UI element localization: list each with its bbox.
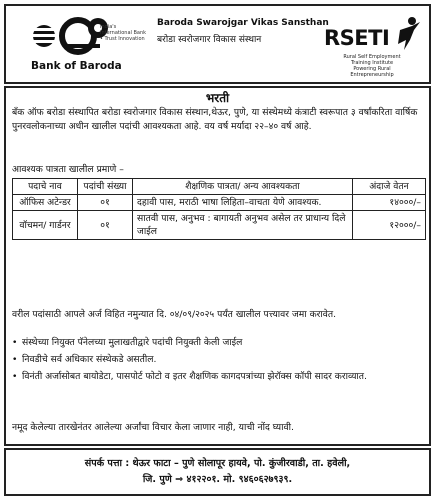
vacancy-table: [12, 178, 426, 240]
rseti-subtitle: Rural Self Employment Training Institute Powering Rural Entrepreneurship: [343, 54, 401, 78]
table-row: [13, 211, 426, 240]
notice-title: भरती: [205, 91, 230, 105]
list-item: • निवडीचे सर्व अधिकार संस्थेकडे असतील.: [12, 353, 422, 367]
post-count: ०१: [78, 195, 133, 211]
header-post: पदाचे नाव: [13, 179, 78, 195]
rseti-figure-icon: [394, 16, 422, 52]
org-name-english: Baroda Swarojgar Vikas Sansthan: [157, 18, 329, 28]
contact-line-1: संपर्क पत्ता : थेऊर फाटा – पुणे सोलापूर हायवे, पो. कुंजीरवाडी, ता. हवेली,: [84, 458, 351, 469]
apply-note: वरील पदांसाठी आपले अर्ज विहित नमुन्यात दि. ०४/०९/२०२५ पर्यंत खालील पत्त्यावर जमा करावेत.: [12, 309, 337, 320]
post-count: ०१: [78, 211, 133, 240]
post-salary: १४०००/–: [353, 195, 426, 211]
list-item: • विनंती अर्जासोबत बायोडेटा, पासपोर्ट फोटो व इतर शैक्षणिक कागदपत्रांच्या झेरॉक्स कॉपी सादर कराव्यात.: [12, 370, 422, 384]
conditions-list: [12, 336, 422, 387]
post-name: वॉचमन/ गार्डनर: [13, 211, 78, 240]
post-salary: १२०००/–: [353, 211, 426, 240]
bank-of-baroda-logo: [28, 14, 148, 76]
rseti-wordmark: RSETI: [324, 26, 390, 50]
intro-paragraph: बँक ऑफ बरोडा संस्थापित बरोडा स्वरोजगार विकास संस्थान,थेऊर, पुणे, या संस्थेमध्ये कंत्राटी स्वरूपात ३ वर्षांकरिता वार्षिक पुनरवलोकनाच्या अधीन खालील पदांची आवश्यकता आहे. वय वर्ष मर्यादा २२–४० वर्ष आहे.: [12, 107, 418, 132]
header-salary: अंदाजे वेतन: [353, 179, 426, 195]
contact-address: [4, 448, 431, 496]
post-name: ऑफिस अटेन्डर: [13, 195, 78, 211]
rseti-logo: [324, 14, 424, 78]
org-title: [157, 18, 329, 45]
header-count: पदांची संख्या: [78, 179, 133, 195]
notice-body: [4, 86, 431, 446]
post-qualification: सातवी पास, अनुभव : बागायती अनुभव असेल तर प्राधान्य दिले जाईल: [133, 211, 353, 240]
contact-line-2: जि. पुणे ⇒ ४१२२०१. मो. ९४६०६२७९३९.: [142, 474, 293, 485]
header-qualification: शैक्षणिक पात्रता/ अन्य आवश्यकता: [133, 179, 353, 195]
table-row: [13, 195, 426, 211]
org-name-marathi: बरोडा स्वरोजगार विकास संस्थान: [157, 35, 262, 45]
list-item: • संस्थेच्या नियुक्त पॅनेलच्या मुलाखतीद्वारे पदांची नियुक्ती केली जाईल: [12, 336, 422, 350]
late-application-note: नमूद केलेल्या तारखेनंतर आलेल्या अर्जांचा विचार केला जाणार नाही, याची नोंद घ्यावी.: [12, 422, 294, 433]
bank-name: Bank of Baroda: [31, 60, 122, 72]
bank-tagline: India's International Bank • Trust Innovation: [100, 24, 147, 42]
requirement-label: आवश्यक पात्रता खालील प्रमाणे –: [12, 164, 124, 175]
table-header-row: [13, 179, 426, 195]
header-banner: [4, 4, 431, 84]
post-qualification: दहावी पास, मराठी भाषा लिहिता–वाचता येणे आवश्यक.: [133, 195, 353, 211]
